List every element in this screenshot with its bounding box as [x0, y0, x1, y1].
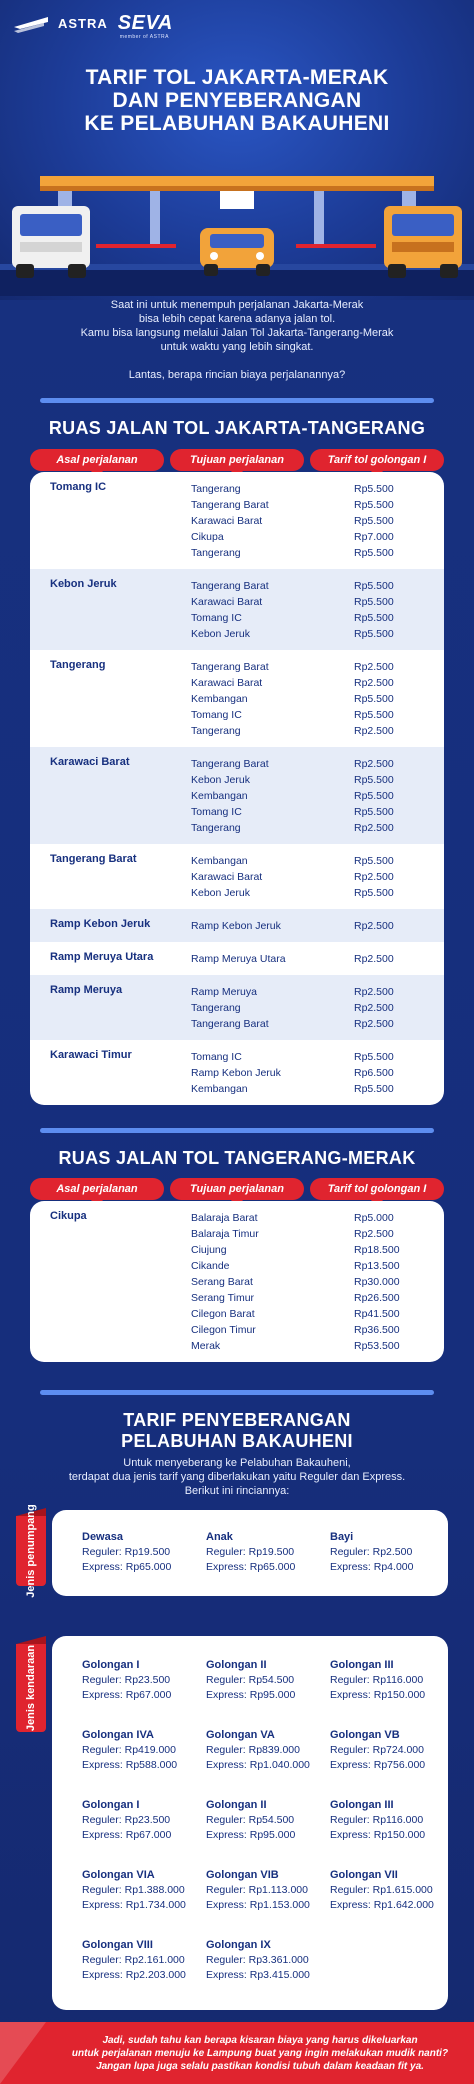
origin-name: Tangerang	[50, 659, 106, 671]
table-row	[191, 675, 444, 691]
destination-cell: Kembangan	[191, 790, 248, 802]
destination-list	[191, 1210, 444, 1354]
tariff-cell: Rp41.500	[354, 1308, 400, 1320]
footer-line: Jadi, sudah tahu kan berapa kisaran biaya yang harus dikeluarkan	[102, 2035, 418, 2046]
intro-line: Saat ini untuk menempuh perjalanan Jakarta-Merak	[110, 299, 364, 311]
destination-cell: Tangerang	[191, 483, 241, 495]
intro-text	[40, 298, 434, 382]
destination-cell: Tangerang Barat	[191, 661, 269, 673]
table-row	[191, 1242, 444, 1258]
destination-cell: Cikande	[191, 1260, 230, 1272]
fare-class-name: Golongan III	[330, 1659, 394, 1671]
destination-list	[191, 481, 444, 561]
table-row	[191, 1338, 444, 1354]
table-row	[191, 610, 444, 626]
tariff-cell: Rp5.500	[354, 790, 394, 802]
table-row	[191, 545, 444, 561]
intro-line: untuk waktu yang lebih singkat.	[160, 341, 314, 353]
tariff-cell: Rp5.500	[354, 499, 394, 511]
destination-cell: Cilegon Timur	[191, 1324, 256, 1336]
intro-line: Kamu bisa langsung melalui Jalan Tol Jakarta-Tangerang-Merak	[80, 327, 394, 339]
ferry-title	[0, 1410, 474, 1452]
fare-class-name: Dewasa	[82, 1531, 123, 1543]
fare-regular: Reguler: Rp1.388.000	[82, 1884, 185, 1896]
destination-cell: Tangerang	[191, 1002, 241, 1014]
section-divider	[40, 1390, 434, 1395]
destination-list	[191, 984, 444, 1032]
header-tariff: Tarif tol golongan I	[310, 1178, 444, 1200]
tariff-cell: Rp5.500	[354, 580, 394, 592]
tariff-cell: Rp2.500	[354, 953, 394, 965]
table-row	[191, 707, 444, 723]
destination-cell: Ramp Kebon Jeruk	[191, 1067, 281, 1079]
fare-regular: Reguler: Rp1.113.000	[206, 1884, 308, 1896]
tariff-cell: Rp2.500	[354, 661, 394, 673]
destination-cell: Karawaci Barat	[191, 871, 263, 883]
table-row	[191, 1258, 444, 1274]
fare-express: Express: Rp65.000	[82, 1561, 172, 1573]
destination-cell: Kebon Jeruk	[191, 774, 250, 786]
tariff-cell: Rp26.500	[354, 1292, 400, 1304]
fare-card	[82, 1658, 171, 1703]
table-row	[191, 1000, 444, 1016]
destination-cell: Kebon Jeruk	[191, 887, 250, 899]
tariff-cell: Rp5.500	[354, 855, 394, 867]
fare-card	[330, 1658, 425, 1703]
fare-express: Express: Rp95.000	[206, 1829, 296, 1841]
tariff-cell: Rp5.500	[354, 806, 394, 818]
destination-cell: Karawaci Barat	[191, 677, 263, 689]
tariff-cell: Rp5.500	[354, 628, 394, 640]
tariff-cell: Rp6.500	[354, 1067, 394, 1079]
tariff-cell: Rp2.500	[354, 1002, 394, 1014]
fare-regular: Reguler: Rp23.500	[82, 1674, 171, 1686]
fare-regular: Reguler: Rp54.500	[206, 1814, 295, 1826]
destination-list	[191, 951, 444, 967]
fare-class-name: Golongan IVA	[82, 1729, 154, 1741]
fare-express: Express: Rp2.203.000	[82, 1969, 186, 1981]
route-group	[30, 844, 444, 909]
fare-regular: Reguler: Rp724.000	[330, 1744, 424, 1756]
route-group	[30, 747, 444, 844]
fare-express: Express: Rp95.000	[206, 1689, 296, 1701]
fare-card	[82, 1728, 177, 1773]
table-row	[191, 1016, 444, 1032]
table-row	[191, 481, 444, 497]
section2-table	[30, 1201, 444, 1362]
table-row	[191, 1210, 444, 1226]
fare-regular: Reguler: Rp54.500	[206, 1674, 295, 1686]
tag-passenger	[16, 1504, 46, 1598]
fare-card	[206, 1530, 295, 1575]
fare-express: Express: Rp150.000	[330, 1689, 426, 1701]
origin-name: Tangerang Barat	[50, 853, 137, 865]
fare-regular: Reguler: Rp1.615.000	[330, 1884, 433, 1896]
ferry-intro	[40, 1456, 434, 1498]
route-group	[30, 1040, 444, 1105]
table-row	[191, 1049, 444, 1065]
route-group	[30, 1201, 444, 1362]
toll-gate-scene-icon	[0, 176, 474, 296]
footer-line: Jangan lupa juga selalu pastikan kondisi tubuh dalam keadaan fit ya.	[96, 2061, 424, 2072]
table-row	[191, 1274, 444, 1290]
fare-card	[206, 1728, 310, 1773]
title-line-1: TARIF TOL JAKARTA-MERAK	[85, 66, 389, 89]
ferry-title-line-1: TARIF PENYEBERANGAN	[123, 1410, 351, 1430]
section2-title: RUAS JALAN TOL TANGERANG-MERAK	[58, 1148, 416, 1168]
fare-express: Express: Rp1.040.000	[206, 1759, 310, 1771]
passenger-fares-box	[52, 1510, 448, 1596]
vehicle-fares-box	[52, 1636, 448, 2010]
header-origin: Asal perjalanan	[30, 449, 164, 471]
table-row	[191, 691, 444, 707]
tariff-cell: Rp5.500	[354, 887, 394, 899]
origin-name: Kebon Jeruk	[50, 578, 117, 590]
destination-cell: Balaraja Timur	[191, 1228, 259, 1240]
fare-express: Express: Rp1.734.000	[82, 1899, 186, 1911]
table-row	[191, 626, 444, 642]
origin-name: Karawaci Barat	[50, 756, 130, 768]
fare-class-name: Golongan VB	[330, 1729, 400, 1741]
destination-cell: Kebon Jeruk	[191, 628, 250, 640]
destination-cell: Tomang IC	[191, 1051, 242, 1063]
astra-logo-icon	[14, 13, 48, 35]
tariff-cell: Rp2.500	[354, 758, 394, 770]
route-group	[30, 975, 444, 1040]
table-row	[191, 594, 444, 610]
intro-question: Lantas, berapa rincian biaya perjalanannya?	[128, 369, 346, 381]
tariff-cell: Rp5.500	[354, 515, 394, 527]
ferry-intro-line: Berikut ini rinciannya:	[184, 1485, 290, 1497]
fare-regular: Reguler: Rp116.000	[330, 1674, 424, 1686]
fare-regular: Reguler: Rp19.500	[206, 1546, 295, 1558]
tariff-cell: Rp5.500	[354, 774, 394, 786]
route-group	[30, 909, 444, 942]
fare-express: Express: Rp4.000	[330, 1561, 414, 1573]
fare-card	[206, 1868, 310, 1913]
header-destination: Tujuan perjalanan	[170, 1178, 304, 1200]
section1-table	[30, 472, 444, 1105]
fare-express: Express: Rp1.642.000	[330, 1899, 434, 1911]
table-row	[191, 820, 444, 836]
destination-cell: Tangerang Barat	[191, 758, 269, 770]
fare-express: Express: Rp588.000	[82, 1759, 178, 1771]
route-group	[30, 569, 444, 650]
fare-card	[330, 1868, 434, 1913]
fare-express: Express: Rp3.415.000	[206, 1969, 310, 1981]
destination-cell: Cikupa	[191, 531, 224, 543]
tariff-cell: Rp2.500	[354, 1018, 394, 1030]
tariff-cell: Rp2.500	[354, 822, 394, 834]
destination-cell: Karawaci Barat	[191, 515, 263, 527]
fare-card	[82, 1798, 171, 1843]
fare-regular: Reguler: Rp419.000	[82, 1744, 176, 1756]
fare-card	[82, 1868, 186, 1913]
fare-express: Express: Rp67.000	[82, 1689, 172, 1701]
fare-class-name: Golongan II	[206, 1659, 267, 1671]
table-row	[191, 885, 444, 901]
tariff-cell: Rp5.500	[354, 483, 394, 495]
table-row	[191, 513, 444, 529]
fare-regular: Reguler: Rp839.000	[206, 1744, 300, 1756]
fare-express: Express: Rp150.000	[330, 1829, 426, 1841]
table-row	[191, 772, 444, 788]
destination-cell: Serang Barat	[191, 1276, 253, 1288]
table-row	[191, 756, 444, 772]
destination-cell: Kembangan	[191, 855, 248, 867]
table-row	[191, 529, 444, 545]
brand-logos	[14, 12, 173, 40]
fare-class-name: Golongan III	[330, 1799, 394, 1811]
tariff-cell: Rp13.500	[354, 1260, 400, 1272]
header-tariff: Tarif tol golongan I	[310, 449, 444, 471]
title-line-2: DAN PENYEBERANGAN	[112, 89, 362, 112]
tariff-cell: Rp18.500	[354, 1244, 400, 1256]
fare-class-name: Golongan VIB	[206, 1869, 279, 1881]
intro-line: bisa lebih cepat karena adanya jalan tol.	[138, 313, 336, 325]
table-row	[191, 788, 444, 804]
fare-class-name: Golongan I	[82, 1799, 140, 1811]
tariff-cell: Rp5.000	[354, 1212, 394, 1224]
table-row	[191, 984, 444, 1000]
tariff-cell: Rp2.500	[354, 871, 394, 883]
tariff-cell: Rp5.500	[354, 547, 394, 559]
fare-class-name: Golongan I	[82, 1659, 140, 1671]
fare-express: Express: Rp67.000	[82, 1829, 172, 1841]
destination-cell: Tangerang	[191, 822, 241, 834]
footer-text	[60, 2034, 460, 2073]
origin-name: Ramp Meruya Utara	[50, 951, 154, 963]
fare-regular: Reguler: Rp23.500	[82, 1814, 171, 1826]
destination-cell: Tangerang Barat	[191, 499, 269, 511]
destination-list	[191, 853, 444, 901]
destination-cell: Tangerang	[191, 725, 241, 737]
tariff-cell: Rp2.500	[354, 986, 394, 998]
fare-card	[206, 1798, 295, 1843]
tariff-cell: Rp5.500	[354, 1083, 394, 1095]
ferry-intro-line: Untuk menyeberang ke Pelabuhan Bakauheni,	[123, 1457, 351, 1469]
table-row	[191, 659, 444, 675]
seva-wordmark: SEVA	[117, 12, 173, 34]
fare-express: Express: Rp1.153.000	[206, 1899, 310, 1911]
table-row	[191, 1065, 444, 1081]
table-row	[191, 1322, 444, 1338]
table-row	[191, 497, 444, 513]
destination-cell: Ramp Meruya Utara	[191, 953, 286, 965]
tariff-cell: Rp5.500	[354, 693, 394, 705]
header-destination: Tujuan perjalanan	[170, 449, 304, 471]
destination-cell: Tangerang Barat	[191, 580, 269, 592]
fare-card	[206, 1658, 295, 1703]
destination-cell: Serang Timur	[191, 1292, 255, 1304]
fare-class-name: Golongan VIII	[82, 1939, 153, 1951]
fare-regular: Reguler: Rp2.161.000	[82, 1954, 185, 1966]
fare-card	[82, 1530, 171, 1575]
footer-accent	[0, 2022, 46, 2084]
fare-class-name: Golongan VII	[330, 1869, 398, 1881]
fare-regular: Reguler: Rp19.500	[82, 1546, 171, 1558]
tariff-cell: Rp2.500	[354, 725, 394, 737]
footer-line: untuk perjalanan menuju ke Lampung buat yang ingin melakukan mudik nanti?	[71, 2048, 449, 2059]
table-row	[191, 951, 444, 967]
route-group	[30, 942, 444, 975]
origin-name: Ramp Meruya	[50, 984, 123, 996]
destination-cell: Cilegon Barat	[191, 1308, 255, 1320]
seva-tagline: member of ASTRA	[119, 34, 169, 40]
seva-logo	[117, 12, 173, 40]
tag-passenger-label: Jenis penumpang	[25, 1504, 37, 1598]
astra-wordmark: ASTRA	[58, 16, 108, 31]
tariff-cell: Rp5.500	[354, 1051, 394, 1063]
tariff-cell: Rp5.500	[354, 709, 394, 721]
section-divider	[40, 398, 434, 403]
table-row	[191, 1226, 444, 1242]
tariff-cell: Rp36.500	[354, 1324, 400, 1336]
tag-vehicle	[16, 1644, 46, 1732]
destination-list	[191, 756, 444, 836]
destination-cell: Karawaci Barat	[191, 596, 263, 608]
destination-cell: Ramp Meruya	[191, 986, 257, 998]
fare-class-name: Bayi	[330, 1531, 354, 1543]
destination-cell: Kembangan	[191, 693, 248, 705]
destination-cell: Tangerang Barat	[191, 1018, 269, 1030]
fare-regular: Reguler: Rp116.000	[330, 1814, 424, 1826]
fare-class-name: Golongan VIA	[82, 1869, 155, 1881]
fare-card	[82, 1938, 186, 1983]
fare-card	[330, 1530, 413, 1575]
table-row	[191, 853, 444, 869]
tariff-cell: Rp7.000	[354, 531, 394, 543]
tag-vehicle-label: Jenis kendaraan	[25, 1644, 37, 1732]
destination-list	[191, 659, 444, 739]
tariff-cell: Rp5.500	[354, 612, 394, 624]
page-title	[0, 66, 474, 135]
tariff-cell: Rp2.500	[354, 920, 394, 932]
origin-name: Karawaci Timur	[50, 1049, 132, 1061]
destination-cell: Ramp Kebon Jeruk	[191, 920, 281, 932]
fare-regular: Reguler: Rp3.361.000	[206, 1954, 309, 1966]
destination-list	[191, 1049, 444, 1097]
fare-express: Express: Rp756.000	[330, 1759, 426, 1771]
tariff-cell: Rp5.500	[354, 596, 394, 608]
destination-cell: Kembangan	[191, 1083, 248, 1095]
header-illustration	[0, 0, 474, 300]
destination-list	[191, 578, 444, 642]
fare-card	[330, 1728, 425, 1773]
header-origin: Asal perjalanan	[30, 1178, 164, 1200]
ferry-title-line-2: PELABUHAN BAKAUHENI	[121, 1431, 353, 1451]
footer-banner	[0, 2022, 474, 2084]
destination-cell: Tangerang	[191, 547, 241, 559]
tariff-cell: Rp30.000	[354, 1276, 400, 1288]
fare-class-name: Golongan VA	[206, 1729, 275, 1741]
route-group	[30, 472, 444, 569]
fare-express: Express: Rp65.000	[206, 1561, 296, 1573]
table-row	[191, 1290, 444, 1306]
table-row	[191, 918, 444, 934]
destination-cell: Tomang IC	[191, 709, 242, 721]
section1-title: RUAS JALAN TOL JAKARTA-TANGERANG	[48, 418, 426, 438]
fare-card	[206, 1938, 310, 1983]
destination-cell: Balaraja Barat	[191, 1212, 258, 1224]
destination-cell: Ciujung	[191, 1244, 227, 1256]
table-row	[191, 1306, 444, 1322]
destination-cell: Tomang IC	[191, 612, 242, 624]
tariff-cell: Rp2.500	[354, 1228, 394, 1240]
table-row	[191, 723, 444, 739]
route-group	[30, 650, 444, 747]
fare-card	[330, 1798, 425, 1843]
tariff-cell: Rp2.500	[354, 677, 394, 689]
tariff-cell: Rp53.500	[354, 1340, 400, 1352]
table-row	[191, 804, 444, 820]
fare-class-name: Anak	[206, 1531, 233, 1543]
origin-name: Tomang IC	[50, 481, 107, 493]
table-row	[191, 1081, 444, 1097]
destination-cell: Merak	[191, 1340, 221, 1352]
destination-cell: Tomang IC	[191, 806, 242, 818]
table-row	[191, 869, 444, 885]
fare-regular: Reguler: Rp2.500	[330, 1546, 413, 1558]
ferry-intro-line: terdapat dua jenis tarif yang diberlakukan yaitu Reguler dan Express.	[68, 1471, 406, 1483]
title-line-3: KE PELABUHAN BAKAUHENI	[84, 112, 390, 135]
origin-name: Cikupa	[50, 1210, 87, 1222]
section-divider	[40, 1128, 434, 1133]
fare-class-name: Golongan II	[206, 1799, 267, 1811]
fare-class-name: Golongan IX	[206, 1939, 271, 1951]
destination-list	[191, 918, 444, 934]
table-row	[191, 578, 444, 594]
origin-name: Ramp Kebon Jeruk	[50, 918, 151, 930]
